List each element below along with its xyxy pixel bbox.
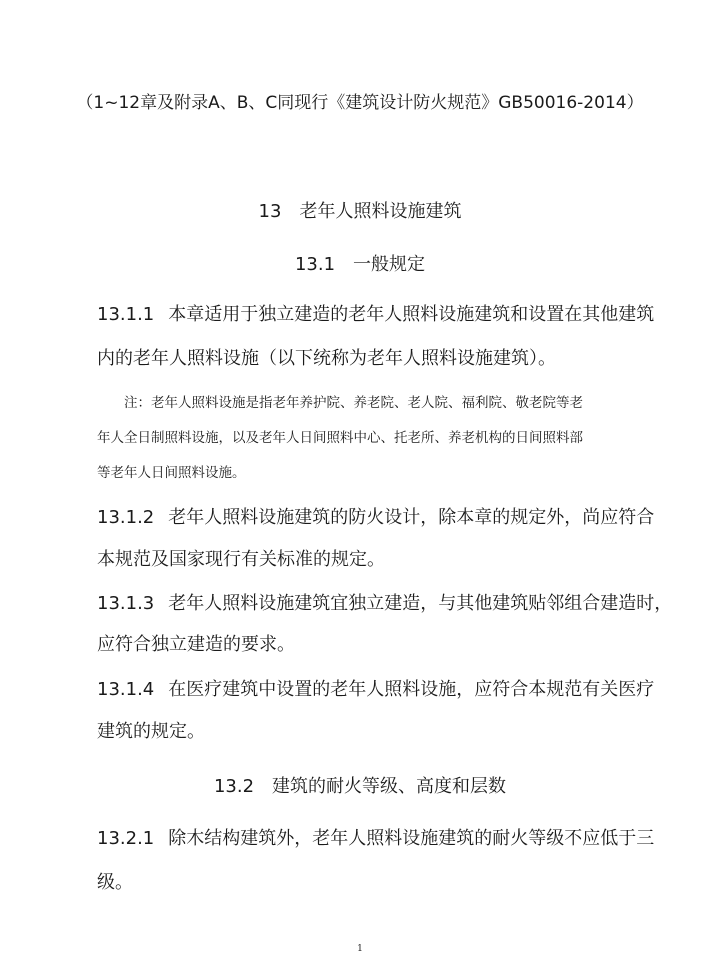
chapter-heading [0, 203, 720, 221]
note-line: 等老年人日间照料设施。 [97, 465, 246, 481]
note-line: 年人全日制照料设施，以及老年人日间照料中心、托老所、养老机构的日间照料部 [97, 430, 583, 446]
clause-text: 除木结构建筑外，老年人照料设施建筑的耐火等级不应低于三 [168, 828, 655, 849]
clause-number: 13.1.3 [97, 593, 155, 614]
clause-continuation-line: 内的老年人照料设施（以下统称为老年人照料设施建筑）。 [97, 348, 556, 369]
page-number: 1 [357, 944, 363, 954]
section-heading [0, 256, 720, 274]
clause-first-line [97, 306, 654, 324]
note-line: 注：老年人照料设施是指老年养护院、养老院、老人院、福利院、敬老院等老 [124, 395, 583, 411]
clause-first-line [97, 830, 654, 848]
clause-continuation-line: 应符合独立建造的要求。 [97, 634, 295, 655]
clause-text: 老年人照料设施建筑的防火设计，除本章的规定外，尚应符合 [168, 507, 655, 528]
section-number: 13.1 [294, 254, 336, 275]
clause-number: 13.1.4 [97, 679, 155, 700]
clause-continuation-line: 建筑的规定。 [97, 721, 205, 742]
intro-note: （1~12章及附录A、B、C同现行《建筑设计防火规范》GB50016-2014） [76, 93, 644, 113]
clause-number: 13.1.2 [97, 507, 155, 528]
section-title: 建筑的耐火等级、高度和层数 [272, 776, 507, 797]
section-heading [0, 778, 720, 796]
section-title: 一般规定 [353, 254, 426, 275]
clause-number: 13.2.1 [97, 828, 155, 849]
clause-first-line [97, 595, 672, 613]
chapter-number: 13 [258, 201, 282, 222]
clause-first-line [97, 509, 654, 527]
clause-continuation-line: 本规范及国家现行有关标准的规定。 [97, 549, 385, 570]
chapter-title: 老年人照料设施建筑 [299, 201, 462, 222]
clause-text: 本章适用于独立建造的老年人照料设施建筑和设置在其他建筑 [168, 304, 655, 325]
clause-text: 在医疗建筑中设置的老年人照料设施，应符合本规范有关医疗 [168, 679, 655, 700]
clause-first-line [97, 681, 654, 699]
section-number: 13.2 [213, 776, 255, 797]
clause-number: 13.1.1 [97, 304, 155, 325]
clause-continuation-line: 级。 [97, 872, 133, 893]
clause-text: 老年人照料设施建筑宜独立建造，与其他建筑贴邻组合建造时， [168, 593, 673, 614]
